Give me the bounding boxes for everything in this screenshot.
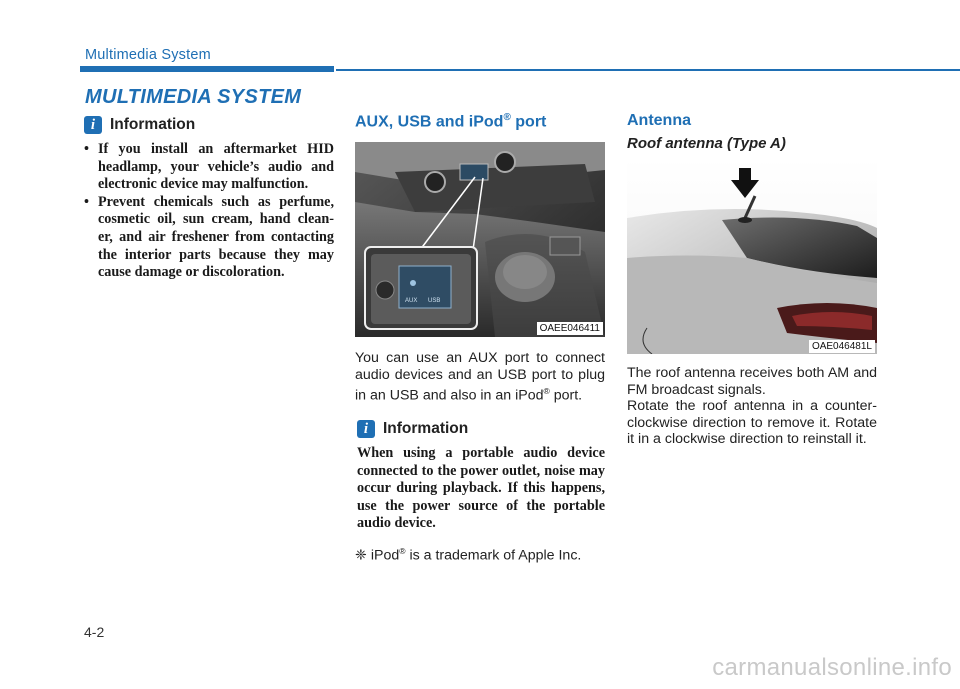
roof-antenna-subheading: Roof antenna (Type A): [627, 135, 786, 152]
info-bullet-hid: • If you install an aftermarket HID headlamp, your vehicle’s audio and electronic device may malfunction.: [84, 141, 334, 194]
roof-antenna-illustration: [627, 158, 877, 354]
aux-usb-heading: [355, 112, 546, 131]
antenna-photo-caption: OAE046481L: [809, 340, 875, 353]
header-rule-thin: [336, 69, 960, 71]
trademark-prefix: ❈ iPod: [355, 547, 400, 564]
antenna-heading: Antenna: [627, 112, 691, 129]
console-photo: [355, 142, 605, 337]
trademark-suffix: is a trademark of Apple Inc.: [405, 547, 582, 564]
chapter-title: MULTIMEDIA SYSTEM: [85, 86, 302, 108]
antenna-text-block: [627, 365, 877, 448]
aux-usb-paragraph-reg: ®: [543, 386, 550, 396]
info-bullet-list: [84, 141, 334, 282]
aux-usb-paragraph-part2: port.: [549, 387, 583, 404]
watermark: carmanualsonline.info: [712, 654, 952, 681]
inset-usb-label: USB: [428, 298, 441, 304]
aux-usb-paragraph-part1: You can use an AUX port to connect audio devices and an USB port to plug in an USB and also in an iPod: [355, 350, 605, 404]
aux-usb-heading-reg: ®: [503, 112, 511, 123]
aux-photo-caption: OAEE046411: [537, 322, 603, 335]
information-icon: i: [357, 420, 375, 438]
middle-info-text: When using a portable audio device connected to the power outlet, noise may occur during playback. If this happens, use the power source of the portable audio device.: [357, 445, 605, 532]
aux-usb-heading-text: AUX, USB and iPod: [355, 113, 504, 131]
middle-info-header: [357, 420, 605, 438]
info-bullet-chemicals: • Prevent chemicals such as perfume, cosmetic oil, sun cream, hand clean- er, and air freshener from contacting the interior parts because they may cause damage or discoloration.: [84, 194, 334, 282]
page-number: 4-2: [84, 624, 105, 640]
inset-aux-label: AUX: [405, 298, 418, 304]
information-icon: i: [84, 116, 102, 134]
trademark-reg: ®: [399, 546, 406, 556]
info-title: Information: [110, 116, 196, 133]
console-illustration: [355, 142, 605, 337]
middle-info-box: [357, 420, 605, 533]
left-column: [84, 116, 334, 282]
antenna-photo: [627, 158, 877, 354]
antenna-paragraph-signals: The roof antenna receives both AM and FM broadcast signals.: [627, 365, 877, 398]
section-label: Multimedia System: [85, 47, 211, 63]
trademark-note: [355, 543, 607, 564]
middle-info-title: Information: [383, 420, 469, 437]
info-header: [84, 116, 334, 134]
aux-usb-heading-suffix: port: [510, 113, 547, 131]
header-rule-thick: [80, 66, 334, 72]
antenna-paragraph-rotate: Rotate the roof antenna in a counter-clockwise direction to remove it. Rotate it in a clockwise direction to reinstall it.: [627, 398, 877, 447]
aux-usb-paragraph: [355, 350, 605, 404]
